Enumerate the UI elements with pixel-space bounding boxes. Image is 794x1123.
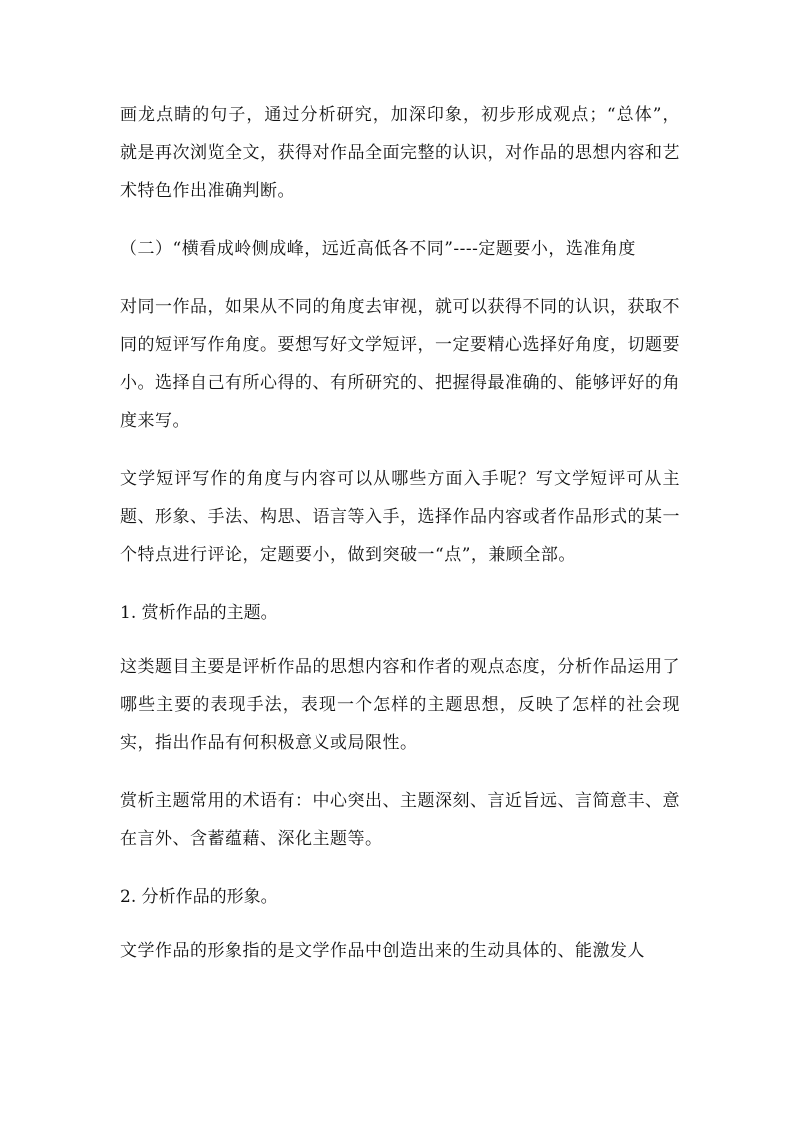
item-heading-image: 2. 分析作品的形象。 [120,887,278,907]
paragraph-choose-angle: 对同一作品，如果从不同的角度去审视，就可以获得不同的认识，获取不同的短评写作角度。要想写好文学短评，一定要精心选择好角度，切题要小。选择自己有所心得的、有所研究的、把握得最准确的、能够评好的角度来写。 [120,297,680,431]
paragraph-angle-content: 文学短评写作的角度与内容可以从哪些方面入手呢？写文学短评可从主题、形象、手法、构思、语言等入手，选择作品内容或者作品形式的某一个特点进行评论，定题要小，做到突破一“点”，兼顾全部。 [120,469,680,565]
document-page [120,96,680,990]
paragraph-overview-method: 画龙点睛的句子，通过分析研究，加深印象，初步形成观点；“总体”，就是再次浏览全文，获得对作品全面完整的认识，对作品的思想内容和艺术特色作出准确判断。 [120,105,680,201]
section-heading-two: （二）“横看成岭侧成峰，远近高低各不同”----定题要小，选准角度 [120,239,636,259]
paragraph-theme-analysis: 这类题目主要是评析作品的思想内容和作者的观点态度，分析作品运用了哪些主要的表现手法，表现一个怎样的主题思想，反映了怎样的社会现实，指出作品有何积极意义或局限性。 [120,657,680,753]
paragraph-image-definition: 文学作品的形象指的是文学作品中创造出来的生动具体的、能激发人 [120,941,645,961]
paragraph-theme-terms: 赏析主题常用的术语有：中心突出、主题深刻、言近旨远、言简意丰、意在言外、含蓄蕴藉、深化主题等。 [120,791,680,849]
item-heading-theme: 1. 赏析作品的主题。 [120,603,278,623]
